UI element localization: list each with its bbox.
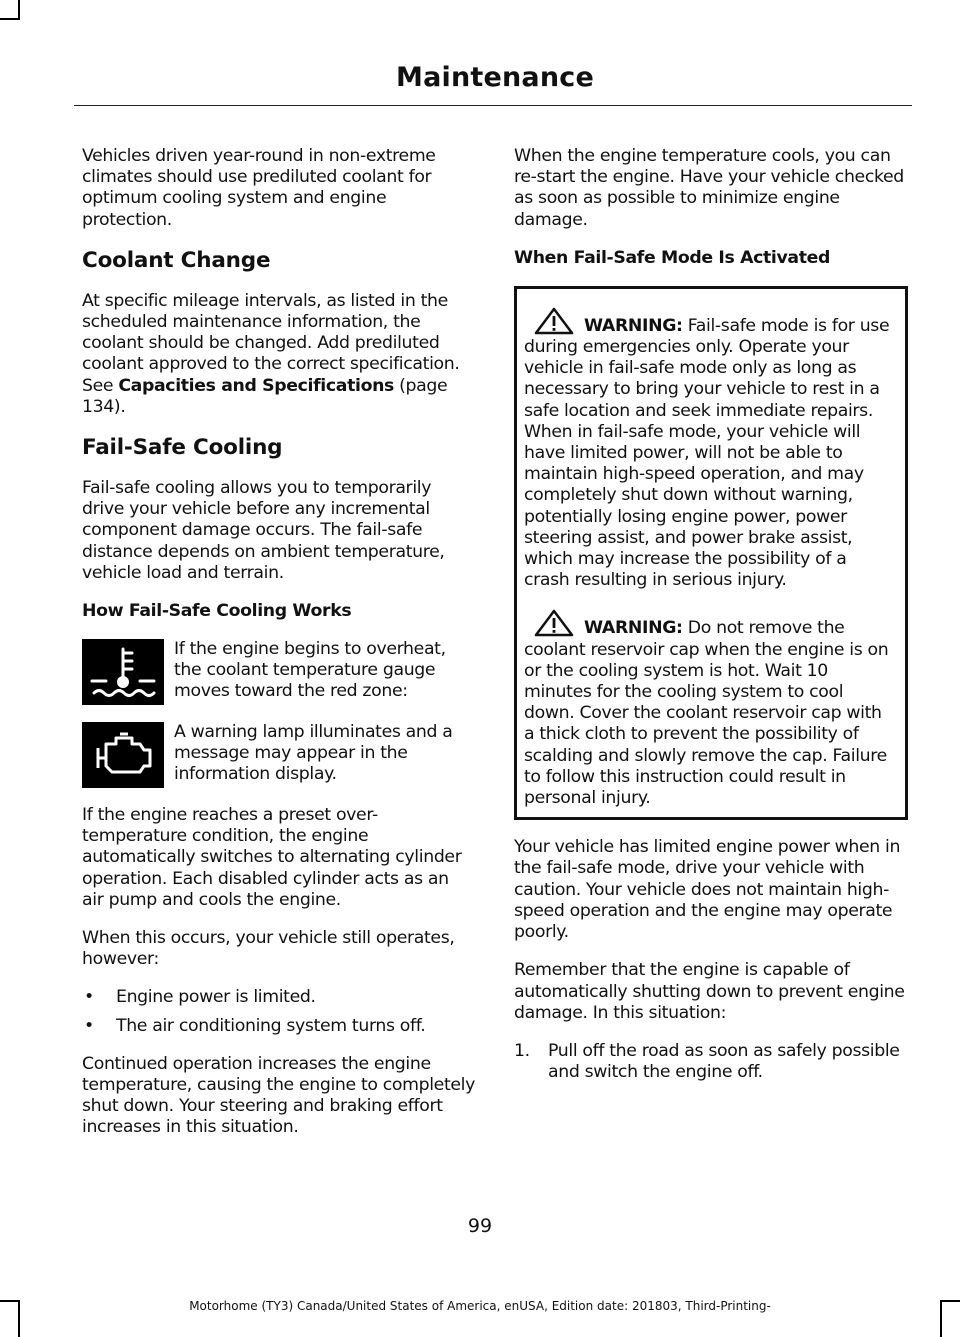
check-engine-text: A warning lamp illuminates and a message may appear in the information display. <box>174 722 453 785</box>
warning-text: Fail-safe mode is for use during emergencies only. Operate your vehicle in fail-safe mode only as long as necessary to bring your vehicle to rest in a safe location and seek immediate repairs. When in fail-safe mode, your vehicle will have limited power, will not be able to maintain high-speed operation, and may completely shut down without warning, potentially losing engine power, power steering assist, and power brake assist, which may increase the possibility of a crash resulting in serious injury. <box>524 315 890 591</box>
remember-paragraph: Remember that the engine is capable of automatically shutting down to prevent engine damage. In this situation: <box>514 960 905 1023</box>
warning-text: Do not remove the coolant reservoir cap when the engine is on or the cooling system is hot. Wait 10 minutes for the cooling system to cool down. Cover the coolant reservoir cap with a thick cloth to prevent the possibility of scalding and slowly remove the cap. Failure to follow this instruction could result in personal injury. <box>524 618 889 809</box>
steps-list <box>514 1041 908 1083</box>
right-column <box>514 146 908 1083</box>
left-column <box>82 146 475 1156</box>
limitations-list <box>82 987 475 1036</box>
failsafe-heading: Fail-Safe Cooling <box>82 435 283 461</box>
capacities-link[interactable]: Capacities and Specifications <box>118 375 394 396</box>
warning-item <box>524 307 897 592</box>
still-operates-paragraph: When this occurs, your vehicle still operates, however: <box>82 928 455 970</box>
bullet-text: Engine power is limited. <box>116 987 316 1008</box>
warning-triangle-icon <box>534 609 574 637</box>
warning-triangle-icon <box>534 307 574 335</box>
bullet-text: The air conditioning system turns off. <box>116 1015 426 1036</box>
coolant-temperature-icon <box>82 639 164 705</box>
check-engine-row <box>82 722 475 788</box>
limited-power-paragraph: Your vehicle has limited engine power when in the fail-safe mode, drive your vehicle with caution. Your vehicle does not maintain high-speed operation and the engine may operate poorly. <box>514 837 901 943</box>
warning-label: WARNING: <box>584 315 683 336</box>
warning-item <box>524 609 897 809</box>
step-number: 1. <box>514 1040 530 1061</box>
coolant-change-text: At specific mileage intervals, as listed in the scheduled maintenance information, the coolant should be changed. Add prediluted coolant approved to the correct specification. See <box>82 290 460 396</box>
page-number: 99 <box>467 1215 493 1237</box>
crop-mark <box>18 0 20 20</box>
how-works-heading: How Fail-Safe Cooling Works <box>82 601 352 622</box>
coolant-gauge-row <box>82 639 475 705</box>
list-item <box>82 1016 475 1037</box>
coolant-change-paragraph <box>82 291 475 418</box>
footer-text: Motorhome (TY3) Canada/United States of America, enUSA, Edition date: 201803, Third-Printing- <box>189 1299 771 1313</box>
page-title: Maintenance <box>396 62 594 93</box>
page-reference: (page 134). <box>82 375 448 417</box>
warning-box <box>514 286 908 820</box>
failsafe-paragraph: Fail-safe cooling allows you to temporarily drive your vehicle before any incremental component damage occurs. The fail-safe distance depends on ambient temperature, vehicle load and terrain. <box>82 478 445 583</box>
continued-operation-paragraph: Continued operation increases the engine temperature, causing the engine to completely shut down. Your steering and braking effort increases in this situation. <box>82 1053 476 1138</box>
list-item <box>82 987 475 1008</box>
header-divider <box>74 105 912 106</box>
bullet-mark: • <box>84 987 94 1008</box>
intro-paragraph: Vehicles driven year-round in non-extreme climates should use prediluted coolant for optimum cooling system and engine protection. <box>82 146 436 230</box>
coolant-gauge-text: If the engine begins to overheat, the coolant temperature gauge moves toward the red zone: <box>174 639 446 702</box>
bullet-mark: • <box>84 1015 94 1036</box>
restart-paragraph: When the engine temperature cools, you can re-start the engine. Have your vehicle checked as soon as possible to minimize engine damage. <box>514 146 904 230</box>
coolant-change-heading: Coolant Change <box>82 247 271 273</box>
list-item <box>514 1041 908 1083</box>
step-text: Pull off the road as soon as safely possible and switch the engine off. <box>548 1040 900 1083</box>
crop-mark <box>0 18 20 20</box>
over-temp-paragraph: If the engine reaches a preset over-temperature condition, the engine automatically switches to alternating cylinder operation. Each disabled cylinder acts as an air pump and cools the engine. <box>82 805 462 910</box>
check-engine-icon <box>82 722 164 788</box>
failsafe-mode-heading: When Fail-Safe Mode Is Activated <box>514 247 831 268</box>
warning-label: WARNING: <box>584 618 683 639</box>
